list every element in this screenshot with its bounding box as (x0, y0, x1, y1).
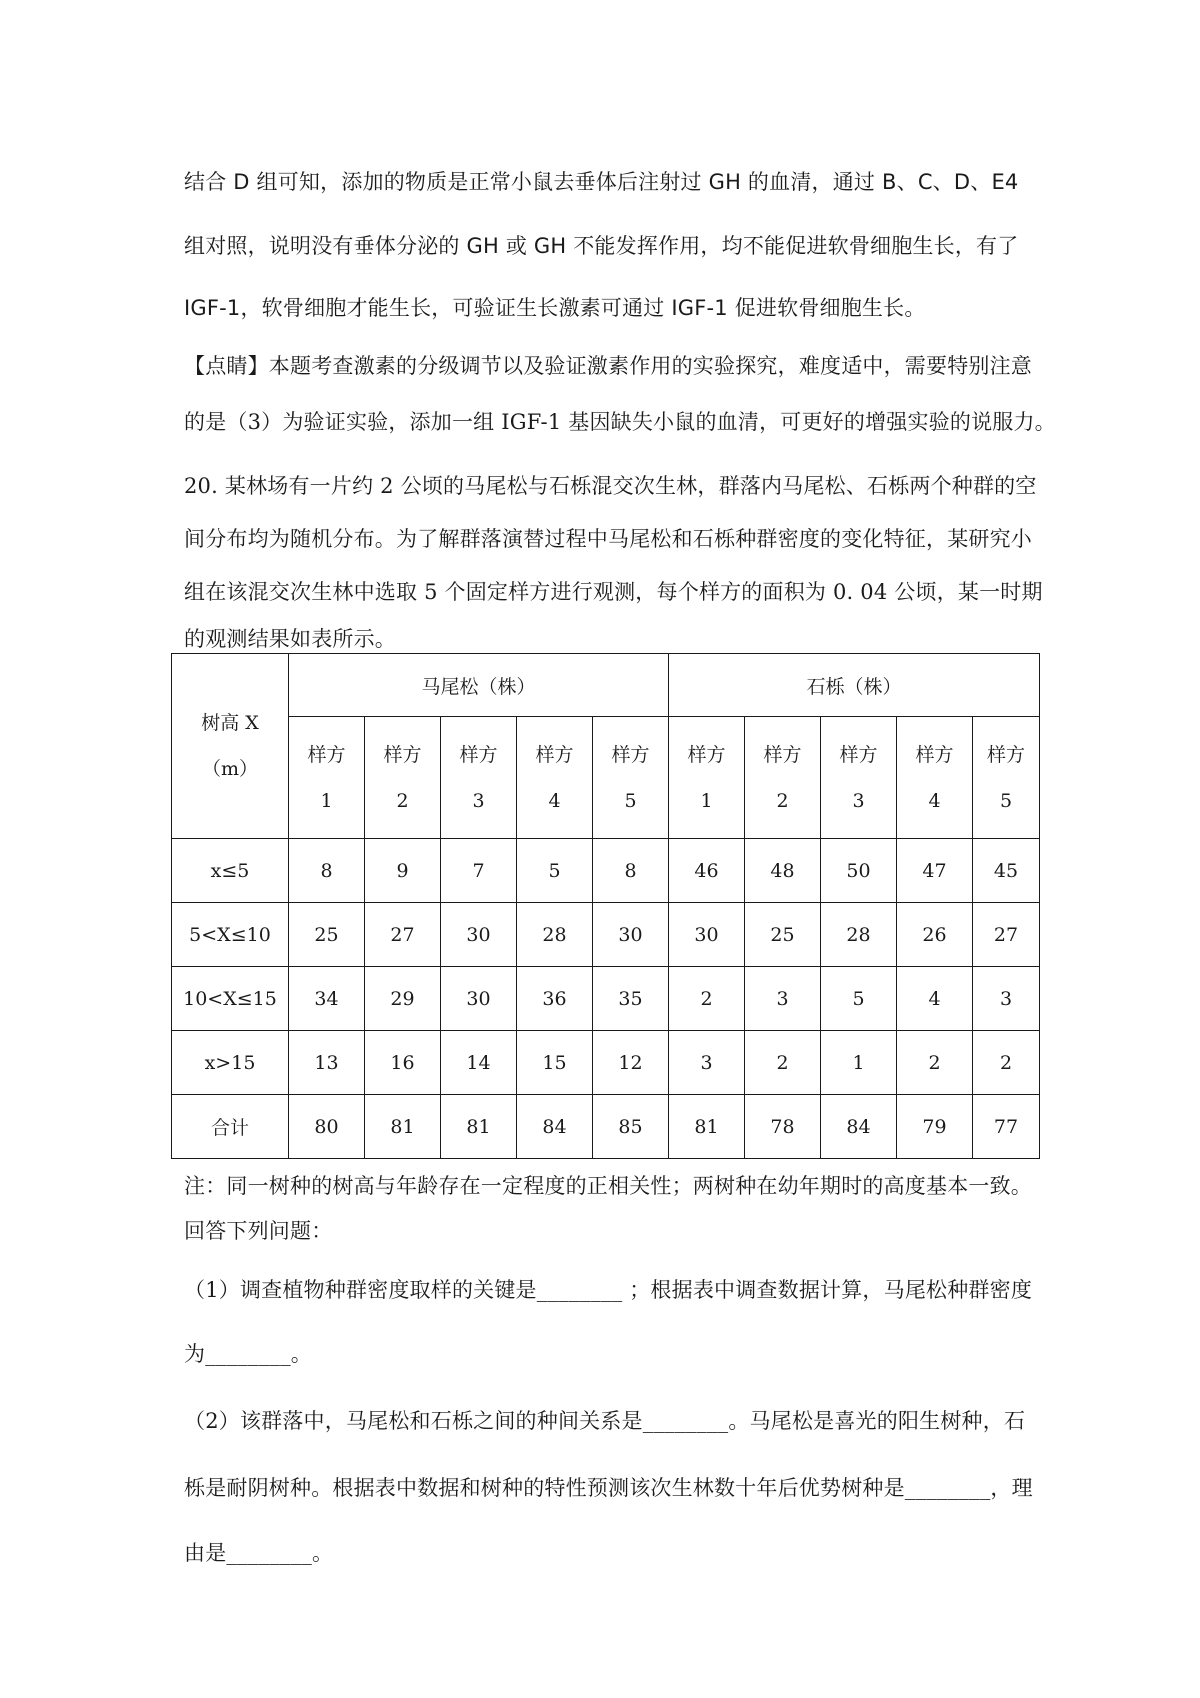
sample-number: 3 (472, 789, 485, 812)
sample-number: 4 (548, 789, 561, 812)
question-1-line-2: 为________。 (184, 1342, 312, 1366)
sample-label: 样方 (383, 743, 422, 766)
table-cell: 81 (669, 1095, 745, 1159)
table-cell: 85 (593, 1095, 669, 1159)
table-cell: 30 (669, 903, 745, 967)
table-cell: 77 (973, 1095, 1040, 1159)
table-cell: 28 (821, 903, 897, 967)
sample-number: 1 (320, 789, 333, 812)
sample-label: 样方 (915, 743, 954, 766)
sample-header (365, 717, 441, 839)
table-cell: 30 (593, 903, 669, 967)
table-cell: 50 (821, 839, 897, 903)
table-cell: 14 (441, 1031, 517, 1095)
answer-prompt: 回答下列问题： (184, 1219, 333, 1243)
tree-height-header (172, 654, 289, 839)
table-cell: 2 (669, 967, 745, 1031)
question-1-line-1: （1）调查植物种群密度取样的关键是________ ；根据表中调查数据计算，马尾松种群密度 (184, 1278, 1033, 1302)
table-cell: 3 (973, 967, 1040, 1031)
line-2: 组对照，说明没有垂体分泌的 GH 或 GH 不能发挥作用，均不能促进软骨细胞生长，有了 (184, 234, 1019, 258)
sample-number: 5 (624, 789, 637, 812)
table-cell: 7 (441, 839, 517, 903)
table-cell: 36 (517, 967, 593, 1031)
row-label: 5<X≤10 (172, 903, 289, 967)
sample-number: 4 (928, 789, 941, 812)
table-cell: 84 (821, 1095, 897, 1159)
table-row (172, 967, 1040, 1031)
sample-header (669, 717, 745, 839)
row-label: 10<X≤15 (172, 967, 289, 1031)
sample-label: 样方 (611, 743, 650, 766)
table-cell: 2 (897, 1031, 973, 1095)
question-20-line-2: 间分布均为随机分布。为了解群落演替过程中马尾松和石栎种群密度的变化特征，某研究小 (184, 527, 1032, 551)
table-cell: 45 (973, 839, 1040, 903)
sample-header (441, 717, 517, 839)
question-20-line-4: 的观测结果如表所示。 (184, 627, 396, 651)
line-5: 的是（3）为验证实验，添加一组 IGF-1 基因缺失小鼠的血清，可更好的增强实验的说服力。 (184, 410, 1056, 434)
sample-number: 1 (700, 789, 713, 812)
table-cell: 35 (593, 967, 669, 1031)
table-cell: 9 (365, 839, 441, 903)
table-cell: 12 (593, 1031, 669, 1095)
table-cell: 5 (517, 839, 593, 903)
table-cell: 5 (821, 967, 897, 1031)
table-cell: 78 (745, 1095, 821, 1159)
table-cell: 46 (669, 839, 745, 903)
table-cell: 27 (973, 903, 1040, 967)
sample-header (517, 717, 593, 839)
question-20-line-3: 组在该混交次生林中选取 5 个固定样方进行观测，每个样方的面积为 0. 04 公顷，某一时期 (184, 580, 1043, 604)
sample-header (897, 717, 973, 839)
table-cell: 30 (441, 967, 517, 1031)
observation-table (171, 653, 1040, 1159)
table-cell: 30 (441, 903, 517, 967)
table-cell: 13 (289, 1031, 365, 1095)
sample-number: 3 (852, 789, 865, 812)
sample-label: 样方 (307, 743, 346, 766)
table-row (172, 903, 1040, 967)
line-3: IGF-1，软骨细胞才能生长，可验证生长激素可通过 IGF-1 促进软骨细胞生长。 (184, 296, 926, 320)
table-row (172, 1031, 1040, 1095)
sample-header (821, 717, 897, 839)
sample-header (289, 717, 365, 839)
table-cell: 28 (517, 903, 593, 967)
table-cell: 25 (745, 903, 821, 967)
sample-header (745, 717, 821, 839)
table-cell: 3 (745, 967, 821, 1031)
row-label: x>15 (172, 1031, 289, 1095)
sample-header-row (172, 717, 1040, 839)
tree-height-label: 树高 X (201, 712, 259, 734)
table-cell: 81 (365, 1095, 441, 1159)
sample-label: 样方 (987, 743, 1026, 766)
table-cell: 3 (669, 1031, 745, 1095)
table-cell: 2 (973, 1031, 1040, 1095)
question-2-line-1: （2）该群落中，马尾松和石栎之间的种间关系是________。马尾松是喜光的阳生树种，石 (184, 1409, 1026, 1433)
table-cell: 47 (897, 839, 973, 903)
line-4: 【点睛】本题考查激素的分级调节以及验证激素作用的实验探究，难度适中，需要特别注意 (184, 354, 1032, 378)
sample-header (973, 717, 1040, 839)
sample-label: 样方 (687, 743, 726, 766)
sample-number: 2 (396, 789, 409, 812)
group-masson-pine: 马尾松（株） (289, 654, 669, 717)
note-line: 注：同一树种的树高与年龄存在一定程度的正相关性；两树种在幼年期时的高度基本一致。 (184, 1174, 1032, 1198)
group-stone-oak: 石栎（株） (669, 654, 1040, 717)
sample-label: 样方 (839, 743, 878, 766)
table-cell: 34 (289, 967, 365, 1031)
table-cell: 8 (593, 839, 669, 903)
table-cell: 16 (365, 1031, 441, 1095)
table-cell: 48 (745, 839, 821, 903)
row-label: x≤5 (172, 839, 289, 903)
table-body (172, 839, 1040, 1159)
table-cell: 29 (365, 967, 441, 1031)
table-cell: 81 (441, 1095, 517, 1159)
line-1: 结合 D 组可知，添加的物质是正常小鼠去垂体后注射过 GH 的血清，通过 B、C、D、E4 (184, 170, 1019, 194)
question-20-line-1: 20. 某林场有一片约 2 公顷的马尾松与石栎混交次生林，群落内马尾松、石栎两个种群的空 (184, 474, 1037, 498)
table-row (172, 839, 1040, 903)
row-label: 合计 (172, 1095, 289, 1159)
table-cell: 25 (289, 903, 365, 967)
table-cell: 84 (517, 1095, 593, 1159)
sample-label: 样方 (763, 743, 802, 766)
table-cell: 80 (289, 1095, 365, 1159)
table-cell: 27 (365, 903, 441, 967)
table-cell: 1 (821, 1031, 897, 1095)
table-cell: 2 (745, 1031, 821, 1095)
sample-number: 2 (776, 789, 789, 812)
question-2-line-2: 栎是耐阴树种。根据表中数据和树种的特性预测该次生林数十年后优势树种是________，理 (184, 1476, 1033, 1500)
table-cell: 4 (897, 967, 973, 1031)
table-cell: 8 (289, 839, 365, 903)
sample-header (593, 717, 669, 839)
table-cell: 26 (897, 903, 973, 967)
sample-label: 样方 (459, 743, 498, 766)
table-row (172, 1095, 1040, 1159)
sample-number: 5 (999, 789, 1013, 812)
table-cell: 79 (897, 1095, 973, 1159)
table-cell: 15 (517, 1031, 593, 1095)
tree-height-unit: （m） (201, 758, 259, 780)
sample-label: 样方 (535, 743, 574, 766)
group-header-row (172, 654, 1040, 717)
question-2-line-3: 由是________。 (184, 1541, 334, 1565)
